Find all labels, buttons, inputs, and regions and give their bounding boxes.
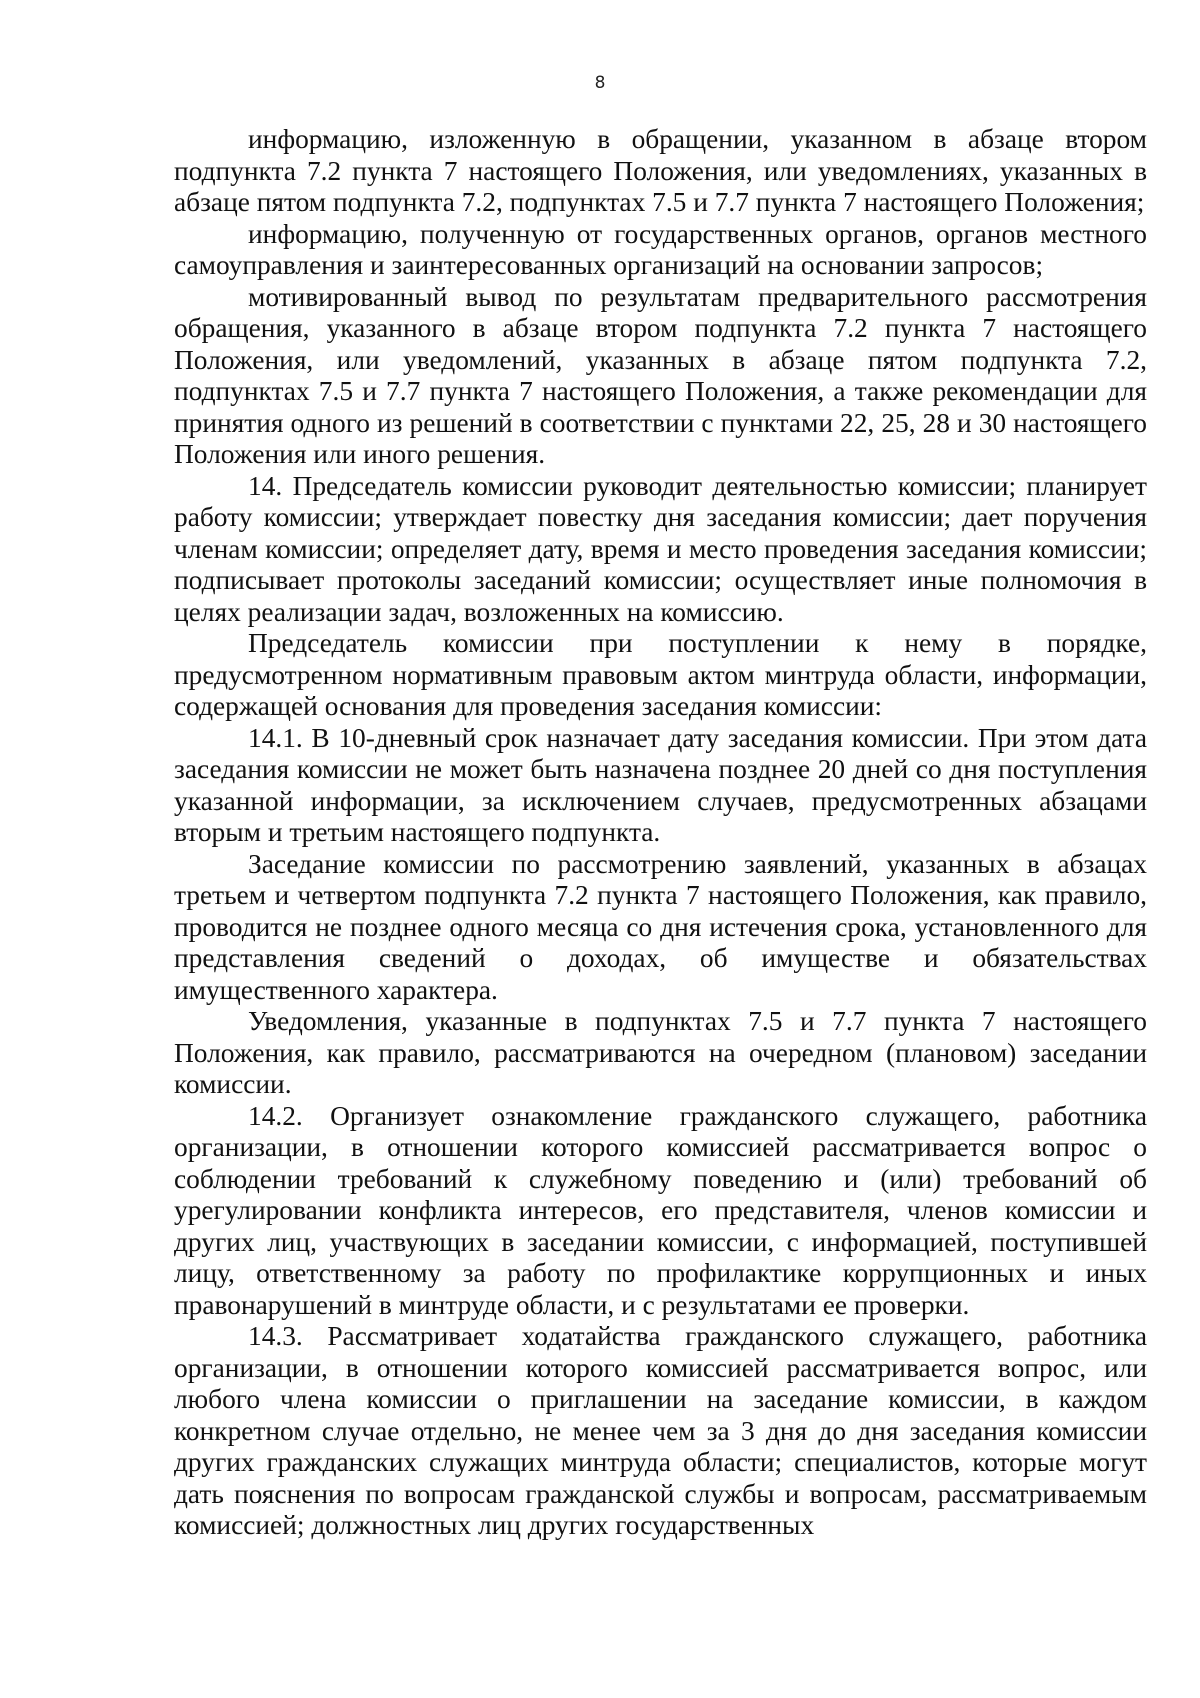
document-body <box>174 124 1147 1542</box>
paragraph-section-14-2: 14.2. Организует ознакомление гражданского служащего, работника организации, в отношении которого комиссией рассматривается вопрос о соблюдении требований к служебному поведению и (или) требований об урегулировании конфликта интересов, его представителя, членов комиссии и других лиц, участвующих в заседании комиссии, с информацией, поступившей лицу, ответственному за работу по профилактике коррупционных и иных правонарушений в минтруде области, и с результатами ее проверки. <box>174 1100 1147 1320</box>
paragraph-section-14-1: 14.1. В 10-дневный срок назначает дату заседания комиссии. При этом дата заседания комиссии не может быть назначена позднее 20 дней со дня поступления указанной информации, за исключением случаев, предусмотренных абзацами вторым и третьим настоящего подпункта. <box>174 722 1147 847</box>
paragraph-info-statement: информацию, изложенную в обращении, указанном в абзаце втором подпункта 7.2 пункта 7 настоящего Положения, или уведомлениях, указанных в абзаце пятом подпункта 7.2, подпунктах 7.5 и 7.7 пункта 7 настоящего Положения; <box>174 124 1147 217</box>
paragraph-info-authorities: информацию, полученную от государственных органов, органов местного самоуправления и заинтересованных организаций на основании запросов; <box>174 218 1147 280</box>
page-number: 8 <box>594 73 606 93</box>
paragraph-motivated-conclusion: мотивированный вывод по результатам предварительного рассмотрения обращения, указанного в абзаце втором подпункта 7.2 пункта 7 настоящего Положения, или уведомлений, указанных в абзаце пятом подпункта 7.2, подпунктах 7.5 и 7.7 пункта 7 настоящего Положения, а также рекомендации для принятия одного из решений в соответствии с пунктами 22, 25, 28 и 30 настоящего Положения или иного решения. <box>174 281 1147 469</box>
paragraph-section-14-3: 14.3. Рассматривает ходатайства гражданского служащего, работника организации, в отношении которого комиссией рассматривается вопрос, или любого члена комиссии о приглашении на заседание комиссии, в каждом конкретном случае отдельно, не менее чем за 3 дня до дня заседания комиссии других гражданских служащих минтруда области; специалистов, которые могут дать пояснения по вопросам гражданской службы и вопросам, рассматриваемым комиссией; должностных лиц других государственных <box>174 1321 1147 1540</box>
paragraph-meeting-applications: Заседание комиссии по рассмотрению заявлений, указанных в абзацах третьем и четвертом подпункта 7.2 пункта 7 настоящего Положения, как правило, проводится не позднее одного месяца со дня истечения срока, установленного для представления сведений о доходах, об имуществе и обязательствах имущественного характера. <box>174 848 1147 1005</box>
paragraph-section-14: 14. Председатель комиссии руководит деятельностью комиссии; планирует работу комиссии; утверждает повестку дня заседания комиссии; дает поручения членам комиссии; определяет дату, время и место проведения заседания комиссии; подписывает протоколы заседаний комиссии; осуществляет иные полномочия в целях реализации задач, возложенных на комиссию. <box>174 470 1147 627</box>
paragraph-chairman-duties: Председатель комиссии при поступлении к нему в порядке, предусмотренном нормативным правовым актом минтруда области, информации, содержащей основания для проведения заседания комиссии: <box>174 628 1147 721</box>
paragraph-notifications: Уведомления, указанные в подпунктах 7.5 и 7.7 пункта 7 настоящего Положения, как правило, рассматриваются на очередном (плановом) заседании комиссии. <box>174 1006 1147 1099</box>
